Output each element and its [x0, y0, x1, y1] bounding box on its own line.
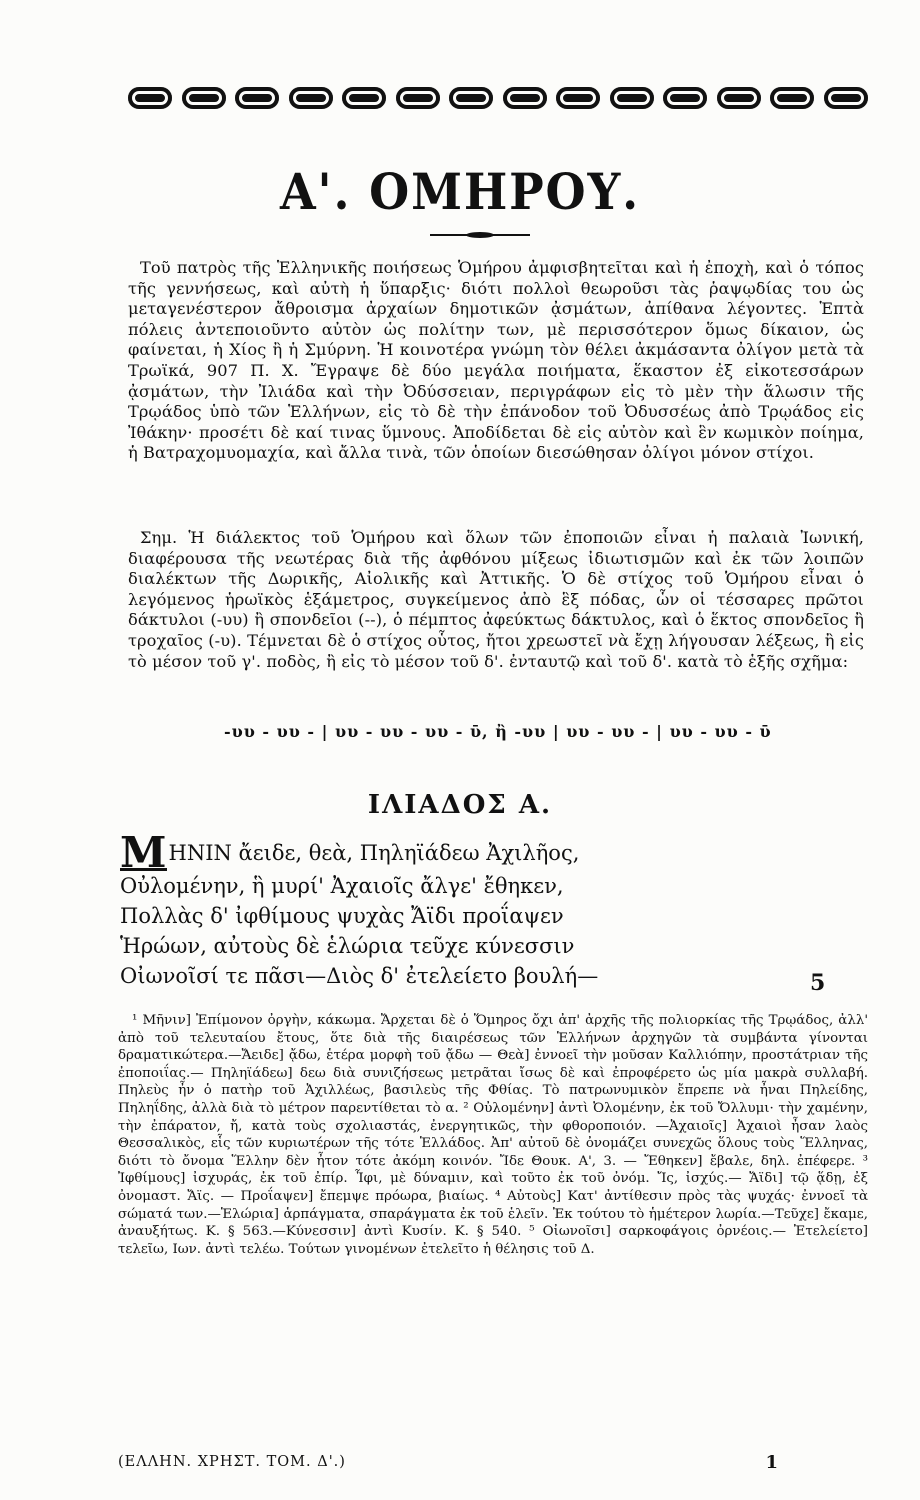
verse-line: Οὐλομένην, ἣ μυρί' Ἀχαιοῖς ἄλγε' ἔθηκεν, — [120, 874, 564, 898]
ornament-piece — [610, 87, 654, 109]
meter-scheme: -υυ - υυ - | υυ - υυ - υυ - ῡ, ἢ -υυ | υυ - υυ - | υυ - υυ - ῡ — [224, 722, 772, 741]
footnote-text: ¹ Μῆνιν] Ἐπίμονον ὀργὴν, κάκωμα. Ἄρχεται δὲ ὁ Ὅμηρος ὄχι ἀπ' ἀρχῆς τῆς πολιορκίας τῆς Τρῳάδος, ἀλλ' ἀπὸ τοῦ τελευταίου ἔτους, ὅτε διὰ τῆς διαιρέσεως τῶν Ἑλλήνων ἀρχηγῶν τὰ συμβάντα γίνονται δραματικώτερα.—Ἄειδε] ᾄδω, ἑτέρα μορφὴ τοῦ ᾄδω — Θεὰ] ἐννοεῖ τὴν μοῦσαν Καλλιόπην, προστάτριαν τῆς ἐποποιΐας.— Πηληϊάδεω] δεω διὰ συνιζήσεως μετρᾶται ἴσως δὲ καὶ ἐπροφέρετο ὡς μία μακρὰ συλλαβή. Πηλεὺς ἦν ὁ πατὴρ τοῦ Ἀχιλλέως, βασιλεὺς τῆς Φθίας. Τὸ πατρωνυμικὸν ἔπρεπε νὰ ἦναι Πηλείδης, Πηληΐδης, ἀλλὰ διὰ τὸ μέτρον παρεντίθεται τὸ α. ² Οὐλομένην] ἀντὶ Ὀλομένην, ἐκ τοῦ Ὄλλυμι· τὴν χαμένην, τὴν ἐπάρατον, ἤ, κατὰ τοὺς σχολιαστάς, ἐνεργητικῶς, τὴν φθοροποιόν. —Ἀχαιοῖς] Ἀχαιοὶ ἦσαν λαὸς Θεσσαλικὸς, εἷς τῶν κυριωτέρων τῆς τότε Ἑλλάδος. Ἀπ' αὐτοῦ δὲ ὀνομάζει συνεχῶς ὅλους τοὺς Ἕλληνας, διότι τὸ ὄνομα Ἕλλην δὲν ἦτον τότε ἀκόμη κοινόν. Ἴδε Θουκ. Α', 3. — Ἔθηκεν] ἔβαλε, δηλ. ἐπέφερε. ³ Ἰφθίμους] ἰσχυράς, ἐκ τοῦ ἐπίρ. Ἶφι, μὲ δύναμιν, καὶ τοῦτο ἐκ τοῦ ὀνόμ. Ἴς, ἰσχύς.— Ἄϊδι] τῷ ᾅδῃ, ἐξ ὀνομαστ. Ἄϊς. — Προΐαψεν] ἔπεμψε πρόωρα, βιαίως. ⁴ Αὐτοὺς] Κατ' ἀντίθεσιν πρὸς τὰς ψυχάς· ἐννοεῖ τὰ σώματά των.—Ἑλώρια] ἁρπάγματα, σπαράγματα ἐκ τοῦ ἑλεῖν. Ἐκ τούτου τὸ ἡμέτερον λωρία.—Τεῦχε] ἔκαμε, ἀναυξήτως. Κ. § 563.—Κύνεσσιν] ἀντὶ Κυσίν. Κ. § 540. ⁵ Οἰωνοῖσι] σαρκοφάγοις ὀρνέοις.— Ἐτελείετο] τελεῖω, Ιων. ἀντὶ τελέω. Τούτων γινομένων ἐτελεῖτο ἡ θέλησις τοῦ Δ. — [118, 1013, 868, 1257]
signature-mark: (ΕΛΛΗΝ. ΧΡΗΣΤ. ΤΟΜ. Δ'.) — [118, 1454, 346, 1470]
ornament-piece — [182, 87, 226, 109]
drop-cap: Μ — [120, 828, 167, 877]
ornament-piece — [663, 87, 707, 109]
ornament-piece — [289, 87, 333, 109]
note-paragraph: Σημ. Ἡ διάλεκτος τοῦ Ὁμήρου καὶ ὅλων τῶν ἐποποιῶν εἶναι ἡ παλαιὰ Ἰωνική, διαφέρουσα τῆς νεωτέρας διὰ τῆς ἀφθόνου μίξεως ἰδιωτισμῶν καὶ ἐκ τῶν λοιπῶν διαλέκτων τῆς Δωρικῆς, Αἰολικῆς καὶ Ἀττικῆς. Ὁ δὲ στίχος τοῦ Ὁμήρου εἶναι ὁ λεγόμενος ἡρωϊκὸς ἑξάμετρος, συγκείμενος ἀπὸ ἓξ πόδας, ὧν οἱ τέσσαρες πρῶτοι δάκτυλοι (-υυ) ἢ σπονδεῖοι (--), ὁ πέμπτος ἀφεύκτως δάκτυλος, καὶ ὁ ἕκτος σπονδεῖος ἢ τροχαῖος (-υ). Τέμνεται δὲ ὁ στίχος οὗτος, ἤτοι χρεωστεῖ νὰ ἔχῃ λήγουσαν λέξεως, ἢ εἰς τὸ μέσον τοῦ γ'. ποδὸς, ἢ εἰς τὸ μέσον τοῦ δ'. ἐνταυτῷ καὶ τοῦ δ'. κατὰ τὸ ἑξῆς σχῆμα: — [128, 528, 864, 671]
verse-line — [120, 828, 840, 877]
page-number: 1 — [765, 1452, 778, 1473]
verse-text: ΗΝΙΝ ἄειδε, θεὰ, Πηληϊάδεω Ἀχιλῆος, — [168, 841, 580, 865]
title-rule — [430, 232, 530, 238]
ornament-band — [128, 84, 868, 112]
ornament-piece — [503, 87, 547, 109]
verse-line: Ἡρώων, αὐτοὺς δὲ ἑλώρια τεῦχε κύνεσσιν — [120, 934, 575, 958]
page-title: Α'. ΟΜΗΡΟΥ. — [279, 162, 641, 221]
ornament-piece — [556, 87, 600, 109]
ornament-piece — [396, 87, 440, 109]
ornament-piece — [824, 87, 868, 109]
footnotes — [118, 1012, 868, 1258]
ornament-piece — [717, 87, 761, 109]
poem-verses — [120, 828, 840, 991]
ornament-piece — [235, 87, 279, 109]
ornament-piece — [342, 87, 386, 109]
verse-line: Πολλὰς δ' ἰφθίμους ψυχὰς Ἄϊδι προΐαψεν — [120, 904, 564, 928]
verse-line: Οἰωνοῖσί τε πᾶσι—Διὸς δ' ἐτελείετο βουλή— — [120, 964, 599, 988]
ornament-piece — [770, 87, 814, 109]
poem-title: ΙΛΙΑΔΟΣ Α. — [367, 790, 553, 820]
intro-paragraph: Τοῦ πατρὸς τῆς Ἑλληνικῆς ποιήσεως Ὁμήρου ἀμφισβητεῖται καὶ ἡ ἐποχὴ, καὶ ὁ τόπος τῆς γεννήσεως, καὶ αὐτὴ ἡ ὕπαρξις· διότι πολλοὶ θεωροῦσι τὰς ῥαψῳδίας του ὡς μεταγενέστερον ἄθροισμα ἀρχαίων δημοτικῶν ᾀσμάτων, ἀπίθανα λέγοντες. Ἑπτὰ πόλεις ἀντεποιοῦντο αὐτὸν ὡς πολίτην των, μὲ περισσότερον ὅμως δίκαιον, ὡς φαίνεται, ἡ Χίος ἢ ἡ Σμύρνη. Ἡ κοινοτέρα γνώμη τὸν θέλει ἀκμάσαντα ὀλίγον μετὰ τὰ Τρωϊκά, 907 Π. Χ. Ἔγραψε δὲ δύο μεγάλα ποιήματα, ἕκαστον ἐξ εἰκοτεσσάρων ᾀσμάτων, τὴν Ἰλιάδα καὶ τὴν Ὀδύσσειαν, περιγράφων εἰς τὸ μὲν τὴν ἅλωσιν τῆς Τρῳάδος ὑπὸ τῶν Ἑλλήνων, εἰς τὸ δὲ τὴν ἐπάνοδον τοῦ Ὀδυσσέως ἀπὸ Τρῳάδος εἰς Ἰθάκην· προσέτι δὲ καί τινας ὕμνους. Ἀποδίδεται δὲ εἰς αὐτὸν καὶ ἓν κωμικὸν ποίημα, ἡ Βατραχομυομαχία, καὶ ἄλλα τινὰ, τῶν ὁποίων διεσώθησαν ὀλίγοι μόνον στίχοι. — [128, 258, 864, 463]
ornament-piece — [449, 87, 493, 109]
ornament-piece — [128, 87, 172, 109]
line-number: 5 — [810, 970, 826, 996]
